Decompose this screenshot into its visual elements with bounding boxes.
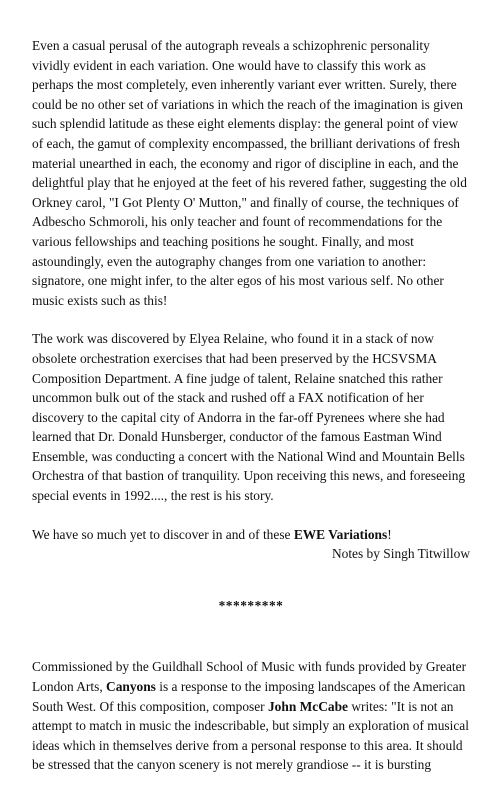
paragraph-autograph: Even a casual perusal of the autograph reveals a schizophrenic personality vividly evident in each variation. One would have to classify this work as perhaps the most completely, even inherently variant ever written. Surely, there could be no other set of variations in which the reach of the imagination is given such splendid latitude as these eight elements display: the general point of view of each, the gamut of complexity encompassed, the brilliant derivations of fresh material unearthed in each, the economy and rigor of discipline in each, and the delightful play that he enjoyed at the feet of his revered father, suggesting the old Orkney carol, "I Got Plenty O' Mutton," and finally of course, the techniques of Adbescho Schmoroli, his only teacher and fount of recommendations for the various fellowships and teaching positions he sought. Finally, and most astoundingly, even the autography changes from one variation to another: signatore, one might infer, to the alter egos of his most various self. No other music exists such as this!: [32, 38, 467, 308]
separator-spacer: [32, 564, 470, 596]
paragraph-spacer: [32, 506, 470, 525]
paragraph-discovery: The work was discovered by Elyea Relaine, who found it in a stack of now obsolete orchestration exercises that had been preserved by the HCSVSMA Composition Department. A fine judge of talent, Relaine snatched this rather uncommon bulk out of the stack and rushed off a FAX notification of her discovery to the capital city of Andorra in the far-off Pyrenees where she had learned that Dr. Donald Hunsberger, conductor of the famous Eastman Wind Ensemble, was conducting a concert with the National Wind and Mountain Bells Orchestra of that bastion of tranquility. Upon receiving this news, and foreseeing special events in 1992...., the rest is his story.: [32, 331, 466, 504]
closing-text-start: We have so much yet to discover in and of these: [32, 526, 294, 542]
separator-spacer: [32, 615, 470, 657]
canyons-text-3: writes: "It is not an attempt to match in music the indescribable, but simply an exploration of musical ideas which in themselves derive from a personal response to this area. It should be stressed that the canyon scenery is not merely grandiose -- it is bursting: [32, 698, 469, 773]
canyons-title-bold: Canyons: [106, 679, 156, 695]
paragraph-canyons: [32, 657, 470, 775]
canyons-text-1: Commissioned by the Guildhall School of Music with funds provided by Greater London Arts,: [32, 659, 467, 695]
document-page: [32, 36, 470, 775]
section-separator: *********: [218, 597, 284, 613]
composer-name-bold: John McCabe: [267, 698, 348, 714]
closing-bold-title: EWE Variations: [293, 526, 388, 542]
paragraph-closing: [32, 525, 470, 545]
notes-credit: Notes by Singh Titwillow: [331, 546, 470, 562]
closing-text-end: !: [387, 526, 392, 542]
paragraph-spacer: [32, 310, 470, 329]
canyons-text-2: is a response to the imposing landscapes of the American South West. Of this composition, composer: [32, 679, 466, 714]
